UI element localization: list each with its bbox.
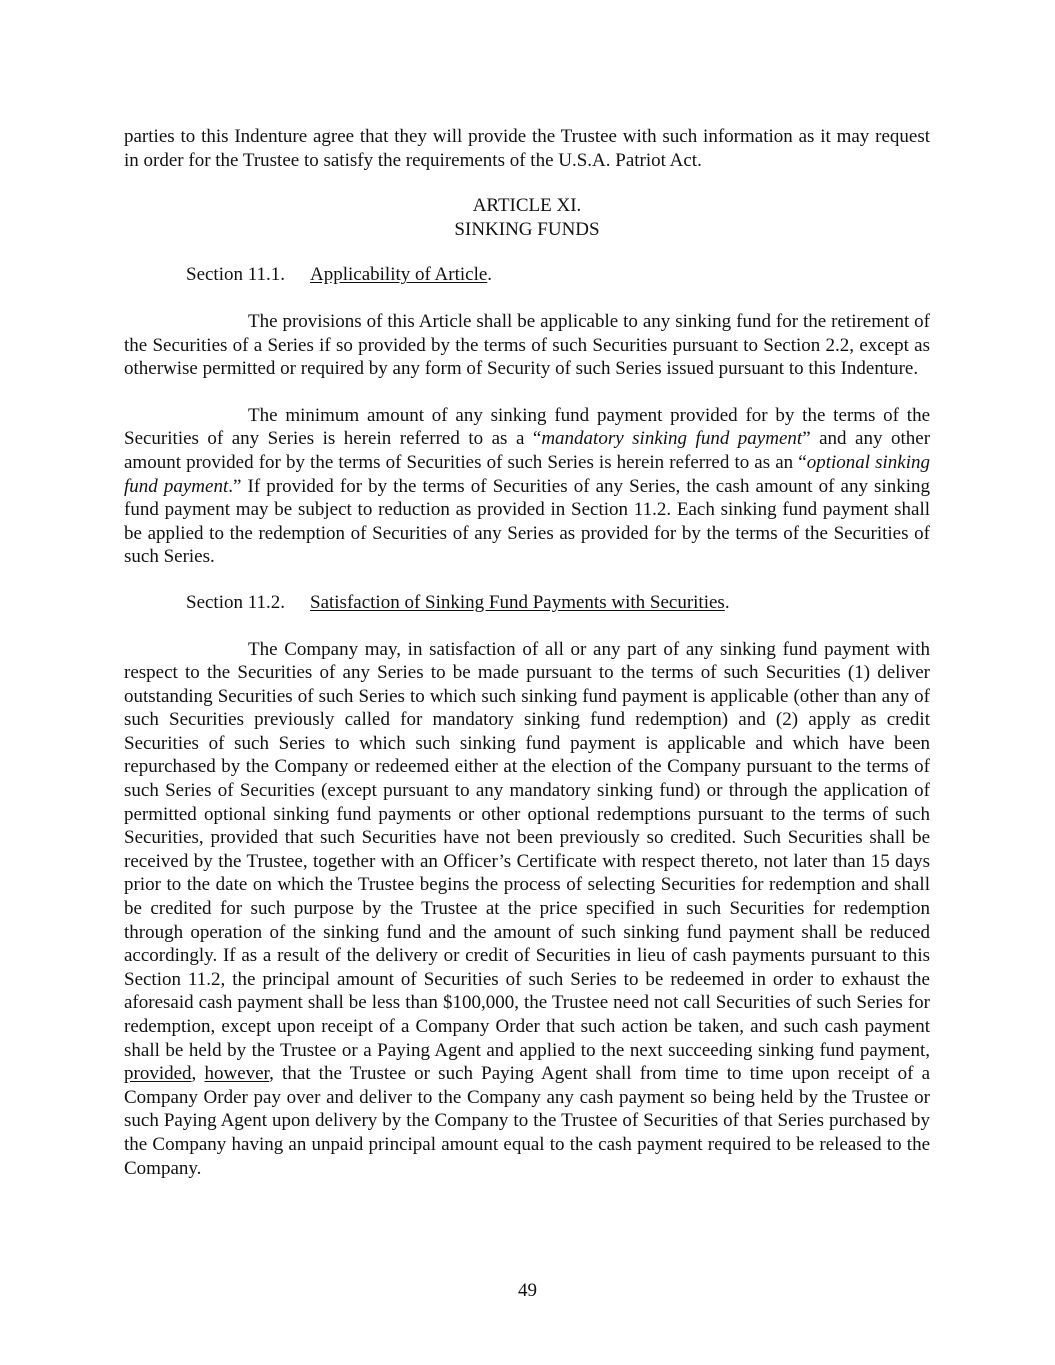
section-11-2-heading: Section 11.2. Satisfaction of Sinking Fund Payments with Securities. <box>186 591 730 613</box>
section-11-1-title: Applicability of Article <box>310 264 488 286</box>
term-however: however <box>204 1063 270 1085</box>
document-page <box>124 125 930 1180</box>
section-11-2-number: Section 11.2. <box>186 591 286 613</box>
term-optional-sinking-fund-payment: optional sinking fund payment <box>124 451 930 497</box>
article-title: SINKING FUNDS <box>454 218 600 240</box>
term-provided: provided <box>124 1063 192 1085</box>
article-number: ARTICLE XI. <box>472 195 582 217</box>
section-11-2-paragraph: The Company may, in satisfaction of all or any part of any sinking fund payment with respect to the Securities of any Series to be made pursuant to the terms of such Securities (1) deliver outstanding Securities of such Series to which such sinking fund payment is applicable (other than any of such Securities previously called for mandatory sinking fund redemption) and (2) apply as credit Securities of such Series to which such sinking fund payment is applicable and which have been repurchased by the Company or redeemed either at the election of the Company pursuant to the terms of such Series of Securities (except pursuant to any mandatory sinking fund) or through the application of permitted optional sinking fund payments or other optional redemptions pursuant to the terms of such Securities, provided that such Securities have not been previously so credited. Such Securities shall be received by the Trustee, together with an Officer’s Certificate with respect thereto, not later than 15 days prior to the date on which the Trustee begins the process of selecting Securities for redemption and shall be credited for such purpose by the Trustee at the price specified in such Securities for redemption through operation of the sinking fund and the amount of such sinking fund payment shall be reduced accordingly. If as a result of the delivery or credit of Securities in lieu of cash payments pursuant to this Section 11.2, the principal amount of Securities of such Series to be redeemed in order to exhaust the aforesaid cash payment shall be less than $100,000, the Trustee need not call Securities of such Series for redemption, except upon receipt of a Company Order that such action be taken, and such cash payment shall be held by the Trustee or a Paying Agent and applied to the next succeeding sinking fund payment, provided, however, that the Trustee or such Paying Agent shall from time to time upon receipt of a Company Order pay over and deliver to the Company any cash payment so being held by the Trustee or such Paying Agent upon delivery by the Company to the Trustee of Securities of that Series purchased by the Company having an unpaid principal amount equal to the cash payment required to be released to the Company. <box>124 638 931 1179</box>
article-heading <box>124 194 930 241</box>
term-mandatory-sinking-fund-payment: mandatory sinking fund payment <box>541 428 803 450</box>
section-11-2-title: Satisfaction of Sinking Fund Payments with Securities <box>310 591 725 613</box>
intro-paragraph: parties to this Indenture agree that they will provide the Trustee with such information as it may request in order for the Trustee to satisfy the requirements of the U.S.A. Patriot Act. <box>124 126 930 171</box>
section-11-1-heading: Section 11.1. Applicability of Article. <box>186 264 493 286</box>
section-11-1-paragraph-2: The minimum amount of any sinking fund payment provided for by the terms of the Securities of any Series is herein referred to as a “mandatory sinking fund payment” and any other amount provided for by the terms of Securities of such Series is herein referred to as an “optional sinking fund payment.” If provided for by the terms of Securities of any Series, the cash amount of any sinking fund payment may be subject to reduction as provided in Section 11.2. Each sinking fund payment shall be applied to the redemption of Securities of any Series as provided for by the terms of the Securities of such Series. <box>124 404 931 568</box>
page-number: 49 <box>518 1280 537 1301</box>
section-11-1-paragraph-1: The provisions of this Article shall be applicable to any sinking fund for the retirement of the Securities of a Series if so provided by the terms of such Securities pursuant to Section 2.2, except as otherwise permitted or required by any form of Security of such Series issued pursuant to this Indenture. <box>124 310 930 380</box>
section-11-1-number: Section 11.1. <box>186 264 286 286</box>
